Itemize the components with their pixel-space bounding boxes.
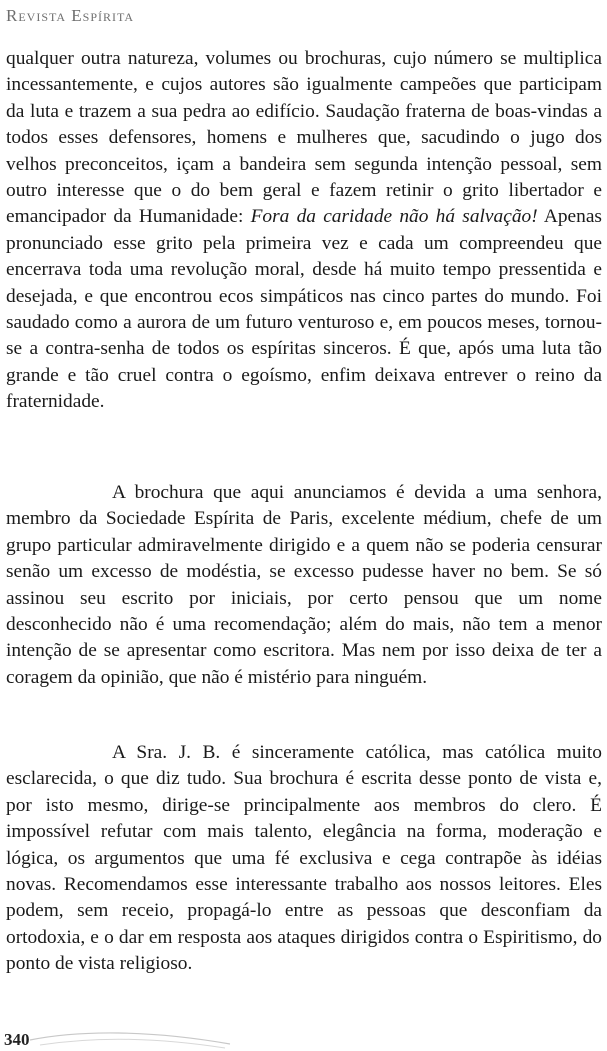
paragraph-2: A brochura que aqui anunciamos é devida a uma senhora, membro da Sociedade Espírita de Paris, excelente médium, chefe de um grupo particular admiravelmente dirigido e a quem não se poderia censurar senão um excesso de modéstia, se excesso pudesse haver no bem. Se só assinou seu escrito por iniciais, por certo pensou que um nome desconhecido não é uma recomendação; além do mais, não tem a menor intenção de se apresentar como escritora. Mas nem por isso deixa de ter a coragem da opinião, que não é mistério para ninguém. bbox=[6, 482, 602, 688]
paragraph-1-italic-quote: Fora da caridade não há salvação! bbox=[250, 206, 538, 228]
paragraph-1-text-b: Apenas pronunciado esse grito pela primeira vez e cada um compreendeu que encerrava toda uma revolução moral, desde há muito tempo pressentida e desejada, e que encontrou ecos simpáticos nas cinco partes do mundo. Foi saudado como a aurora de um futuro venturoso e, em poucos meses, tornou-se a contra-senha de todos os espíritas sinceros. É que, após uma luta tão grande e tão cruel contra o egoísmo, enfim deixava entrever o reino da fraternidade. bbox=[6, 206, 602, 413]
paragraph-3: A Sra. J. B. é sinceramente católica, mas católica muito esclarecida, o que diz tudo. Sua brochura é escrita desse ponto de vista e, por isto mesmo, dirige-se principalmente aos membros do clero. É impossível refutar com mais talento, elegância na forma, moderação e lógica, os argumentos que uma fé exclusiva e cega contrapõe às idéias novas. Recomendamos esse interessante trabalho aos nossos leitores. Eles podem, sem receio, propagá-lo entre as pessoas que desconfiam da ortodoxia, e o dar em resposta aos ataques dirigidos contra o Espiritismo, do ponto de vista religioso. bbox=[6, 742, 602, 975]
paragraph-1-text-a: qualquer outra natureza, volumes ou brochuras, cujo número se multiplica incessantemente, e cujos autores são igualmente campeões que participam da luta e trazem a sua pedra ao edifício. Saudação fraterna de boas-vindas a todos esses defensores, homens e mulheres que, sacudindo o jugo dos velhos preconceitos, içam a bandeira sem segunda intenção pessoal, sem outro interesse que o do bem geral e fazem retinir o grito libertador e emancipador da Humanidade: bbox=[6, 48, 602, 228]
paragraph-1 bbox=[6, 46, 602, 416]
running-header: Revista Espírita bbox=[6, 6, 135, 25]
footer-ornament bbox=[0, 1018, 240, 1051]
page-number: 340 bbox=[4, 1030, 30, 1049]
